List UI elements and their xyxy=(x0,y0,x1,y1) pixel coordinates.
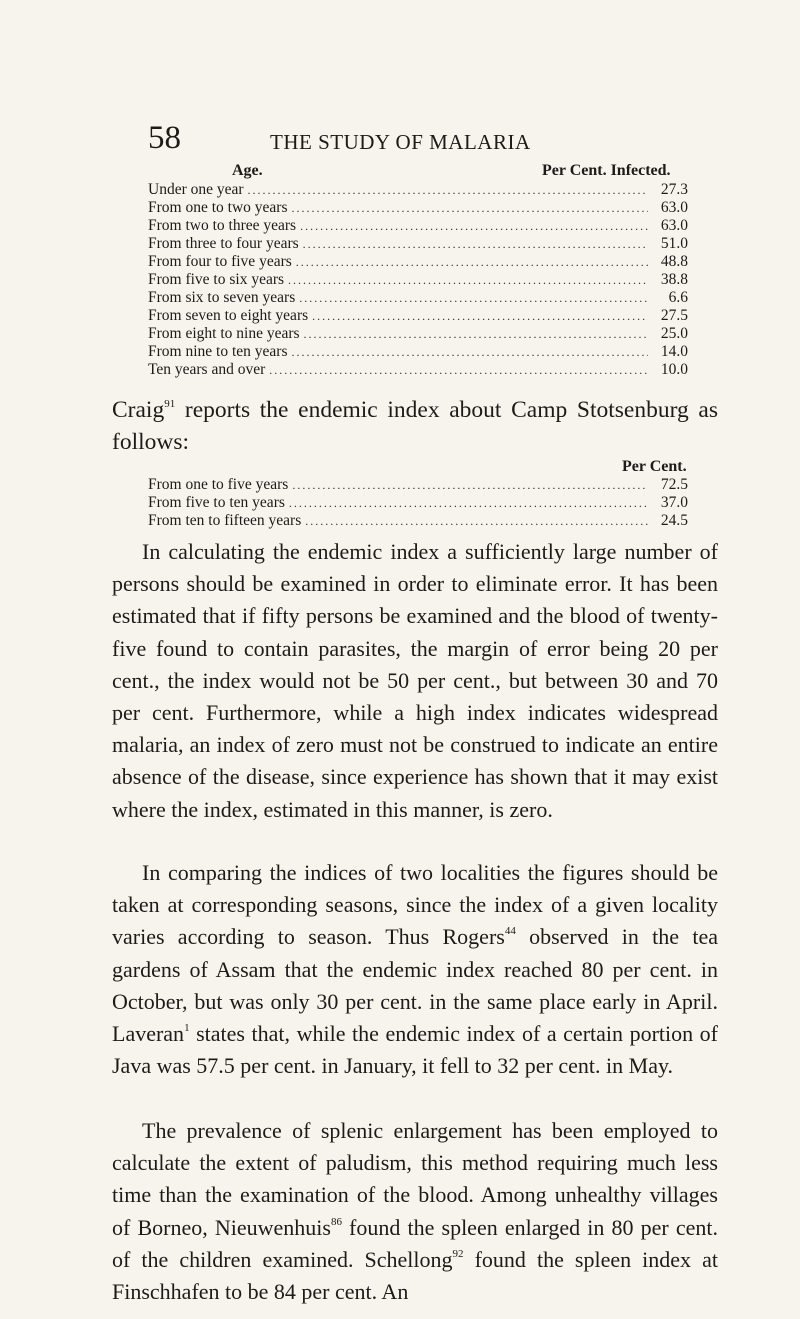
table2-row: From ten to fifteen years ..... 24.5 xyxy=(148,512,688,530)
table1-row: From five to six years ..... 38.8 xyxy=(148,271,688,289)
page-header xyxy=(148,120,718,160)
table2-row: From five to ten years ..... 37.0 xyxy=(148,494,688,512)
table1-row: From one to two years ..... 63.0 xyxy=(148,199,688,217)
running-head: THE STUDY OF MALARIA xyxy=(270,130,531,154)
body-paragraph: In calculating the endemic index a sufficiently large number of persons should be examined in order to eliminate error. It has been estimated that if fifty persons be examined and the blood of twenty-five found to contain parasites, the margin of error being 20 per cent., the index would not be 50 per cent., but between 30 and 70 per cent. Furthermore, while a high index indicates widespread malaria, an index of zero must not be construed to indicate an entire absence of the disease, since experience has shown that it may exist where the index, estimated in this manner, is zero. xyxy=(112,539,718,822)
footnote-ref: 44 xyxy=(504,925,516,938)
table1-row: From seven to eight years ..... 27.5 xyxy=(148,307,688,325)
table1-row: From two to three years ..... 63.0 xyxy=(148,217,688,235)
table1-col-age: Age. xyxy=(232,162,263,179)
table1-row: From four to five years ..... 48.8 xyxy=(148,253,688,271)
intro-paragraph: Craig$^{91}$ reports the endemic index about Camp Stotsenburg as follows: xyxy=(112,397,718,455)
footnote-ref: 92 xyxy=(452,1247,464,1260)
table1-row: From nine to ten years ..... 14.0 xyxy=(148,343,688,361)
table1-row: Under one year ..... 27.3 xyxy=(148,181,688,199)
table1-col-pct: Per Cent. Infected. xyxy=(542,162,671,179)
body-paragraph: The prevalence of splenic enlargement has been employed to calculate the extent of paludism, this method requiring much less time than the examination of the blood. Among unhealthy villages of Borneo, Nieuwenhuis$^{86}$ found the spleen enlarged in 80 per cent. of the children examined. Schellong$^{92}$ found the spleen index at Finschhafen to be 84 per cent. An xyxy=(112,1118,718,1305)
table1-row: From six to seven years ..... 6.6 xyxy=(148,289,688,307)
footnote-ref: 91 xyxy=(164,398,176,410)
footnote-ref: 86 xyxy=(330,1215,342,1228)
table1-row: Ten years and over ..... 10.0 xyxy=(148,361,688,379)
footnote-ref: 1 xyxy=(184,1022,190,1035)
table1-row: From eight to nine years ..... 25.0 xyxy=(148,325,688,343)
page-number: 58 xyxy=(148,120,181,156)
table1-row: From three to four years ..... 51.0 xyxy=(148,235,688,253)
table2-col-pct: Per Cent. xyxy=(622,458,687,475)
body-paragraph: In comparing the indices of two localities the figures should be taken at corresponding seasons, since the index of a given locality varies according to season. Thus Rogers$^{44}$ observed in the tea gardens of Assam that the endemic index reached 80 per cent. in October, but was only 30 per cent. in the same place early in April. Laveran$^1$ states that, while the endemic index of a certain portion of Java was 57.5 per cent. in January, it fell to 32 per cent. in May. xyxy=(112,860,718,1079)
table2-row: From one to five years ..... 72.5 xyxy=(148,476,688,494)
